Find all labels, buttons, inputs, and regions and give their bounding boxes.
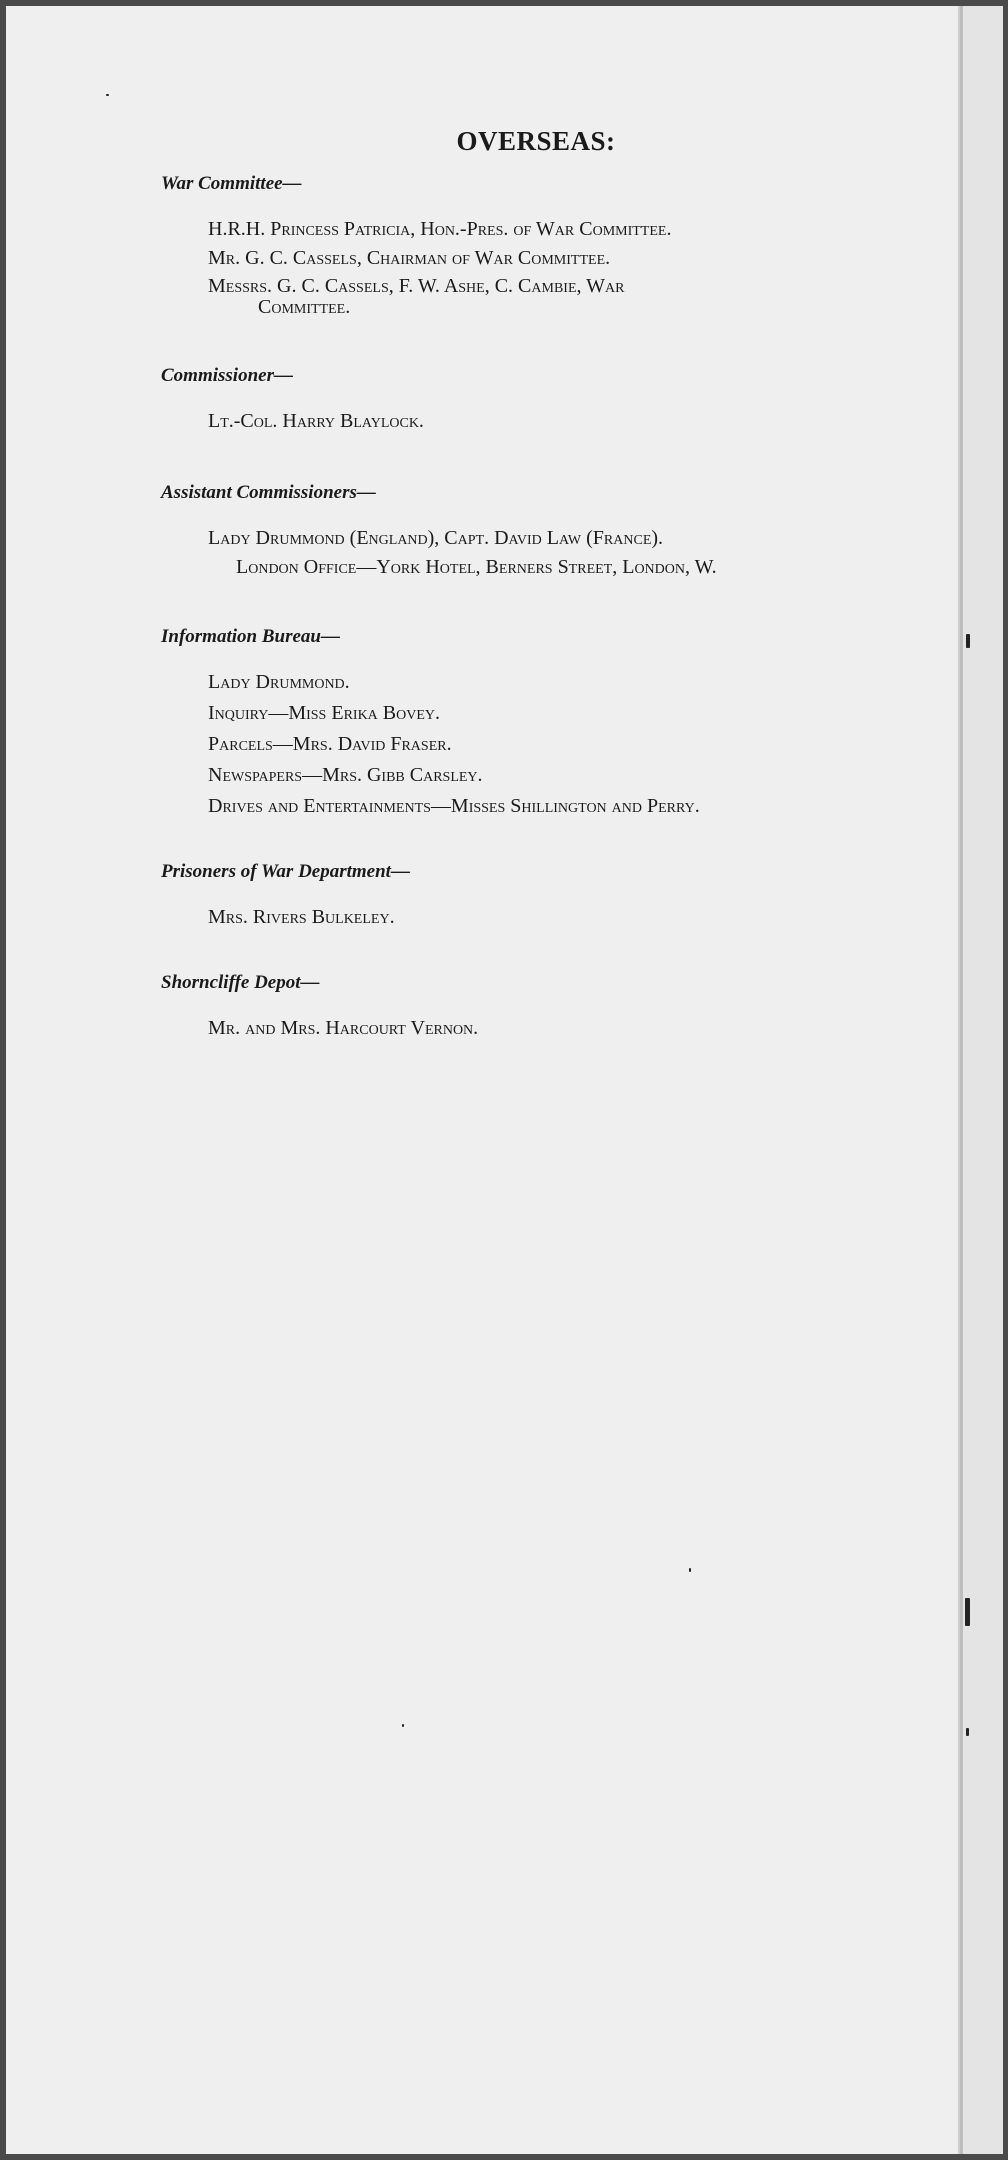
- section-shorncliffe-depot: [156, 972, 876, 1041]
- scan-speck: [966, 1728, 969, 1736]
- entry: Inquiry—Miss Erika Bovey.: [208, 702, 441, 724]
- section-entries: [208, 670, 876, 819]
- entry: Drives and Entertainments—Misses Shillington and Perry.: [208, 795, 700, 817]
- entry: Lady Drummond (England), Capt. David Law (France).: [208, 527, 664, 549]
- section-heading: War Committee—: [161, 173, 302, 194]
- section-war-committee: [156, 173, 876, 317]
- section-heading: Shorncliffe Depot—: [161, 972, 320, 993]
- section-entries: [208, 526, 876, 580]
- scan-speck: [402, 1724, 404, 1727]
- entry: Lt.-Col. Harry Blaylock.: [208, 410, 424, 432]
- section-heading: Prisoners of War Department—: [161, 861, 410, 882]
- entry: H.R.H. Princess Patricia, Hon.-Pres. of War Committee.: [208, 218, 672, 240]
- section-assistant-commissioners: [156, 482, 876, 580]
- section-commissioner: [156, 365, 876, 434]
- section-entries: [208, 409, 876, 434]
- section-heading: Information Bureau—: [161, 626, 340, 647]
- entry: Parcels—Mrs. David Fraser.: [208, 733, 452, 755]
- section-prisoners-of-war: [156, 861, 876, 930]
- scan-speck: [106, 94, 109, 96]
- section-information-bureau: [156, 626, 876, 819]
- scan-speck: [966, 634, 970, 648]
- entry-continuation: Committee.: [258, 296, 351, 318]
- entry: Messrs. G. C. Cassels, F. W. Ashe, C. Cambie, War: [208, 275, 625, 297]
- entry: Mr. G. C. Cassels, Chairman of War Committee.: [208, 247, 611, 269]
- entry: Newspapers—Mrs. Gibb Carsley.: [208, 764, 483, 786]
- entry: London Office—York Hotel, Berners Street, London, W.: [236, 556, 717, 578]
- page-content: [156, 126, 876, 1073]
- section-heading: Assistant Commissioners—: [161, 482, 376, 503]
- page-title: OVERSEAS:: [456, 126, 616, 156]
- scan-speck: [689, 1568, 691, 1572]
- section-heading: Commissioner—: [161, 365, 293, 386]
- scan-speck: [965, 1598, 970, 1626]
- document-page: [6, 6, 960, 2154]
- adjacent-page-edge: [960, 6, 1003, 2154]
- entry: Lady Drummond.: [208, 671, 350, 693]
- section-entries: [208, 1016, 876, 1041]
- entry: Mrs. Rivers Bulkeley.: [208, 906, 395, 928]
- entry: Mr. and Mrs. Harcourt Vernon.: [208, 1017, 479, 1039]
- section-entries: [208, 217, 876, 317]
- section-entries: [208, 905, 876, 930]
